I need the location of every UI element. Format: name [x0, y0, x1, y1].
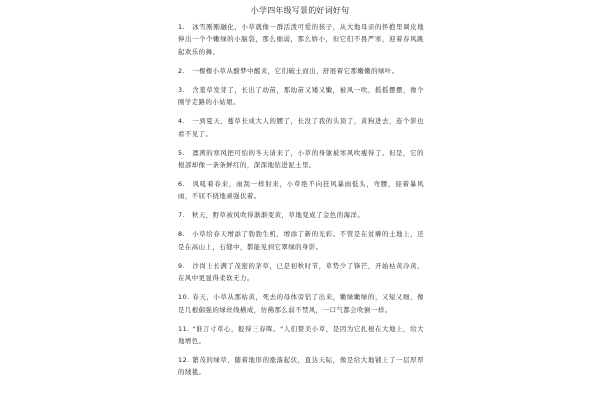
paragraph-10: 10. 春天，小草从那枯黄，死去的母体旁钻了出来，嫩绿嫩绿的，又短又细，像是几根倔强的绿丝线横成，仿佛那么弱不禁风，一口气都会吹倒一样。 — [178, 293, 424, 314]
document-title: 小学四年级写景的好词好句 — [250, 6, 350, 15]
paragraph-11: 11. "谁言寸草心，报得三春晖。"人们赞美小草，是因为它扎根在大地上，给大地增色。 — [178, 324, 424, 346]
paragraph-4: 4. 一到夏天，蔓草长成大人的腰了，长没了我的头顶了，黄狗进去，连个影也看不见了。 — [178, 117, 424, 138]
paragraph-5: 5. 凛冽的寒风把可怕的冬天请来了，小草的身躯被寒风吹瘦得了。但是，它的根部却像一条条鲜红的，深深地钻进泥土里。 — [178, 148, 424, 170]
paragraph-9: 9. 沙岗上长满了茂密的茅草，已是初秋时节，草势少了锋芒，开始枯黄冷黄，在风中更显得柔软无力。 — [178, 261, 424, 283]
paragraph-8: 8. 小草给春天增添了勃勃生机，增添了新的光彩。不管是在贫瘠的土地上，还是在高山上，石缝中，都能见到它翠绿的身影。 — [178, 230, 424, 251]
paragraph-1: 1. 冰雪刚刚融化，小草就像一群活泼可爱的孩子，从大地母亲的怀抱里调皮地伸出一个个嫩绿的小脑袋，那么细弱，那么娇小，但它们不畏严寒，迎着春风跳起欢乐的舞。 — [178, 23, 424, 56]
paragraph-3: 3. 含羞草发芽了，长出了幼苗，那幼苗又矮又嫩，被风一吹，摇摇摆摆，像个刚学走路的小姑娘。 — [178, 85, 424, 107]
paragraph-2: 2. 一棵棵小草从酣梦中醒来，它们破土而出，舒展着它那嫩嫩的绿叶。 — [178, 66, 399, 75]
paragraph-6: 6. 风吼着春来，雨刮一样射来，小草绝不向狂风暴雨低头，弯腰，迎着暴风雨，不屈不挠地顽强伏着。 — [178, 180, 424, 201]
document-body — [178, 21, 424, 385]
paragraph-7: 7. 秋天，野草被风吹得渐渐变黄，草地变成了金色的海洋。 — [178, 211, 365, 220]
paragraph-12: 12. 繁茂的绿草，随着地形的涨落起伏，直达天际，像是给大地铺上了一层厚厚的绒毯。 — [178, 356, 424, 377]
